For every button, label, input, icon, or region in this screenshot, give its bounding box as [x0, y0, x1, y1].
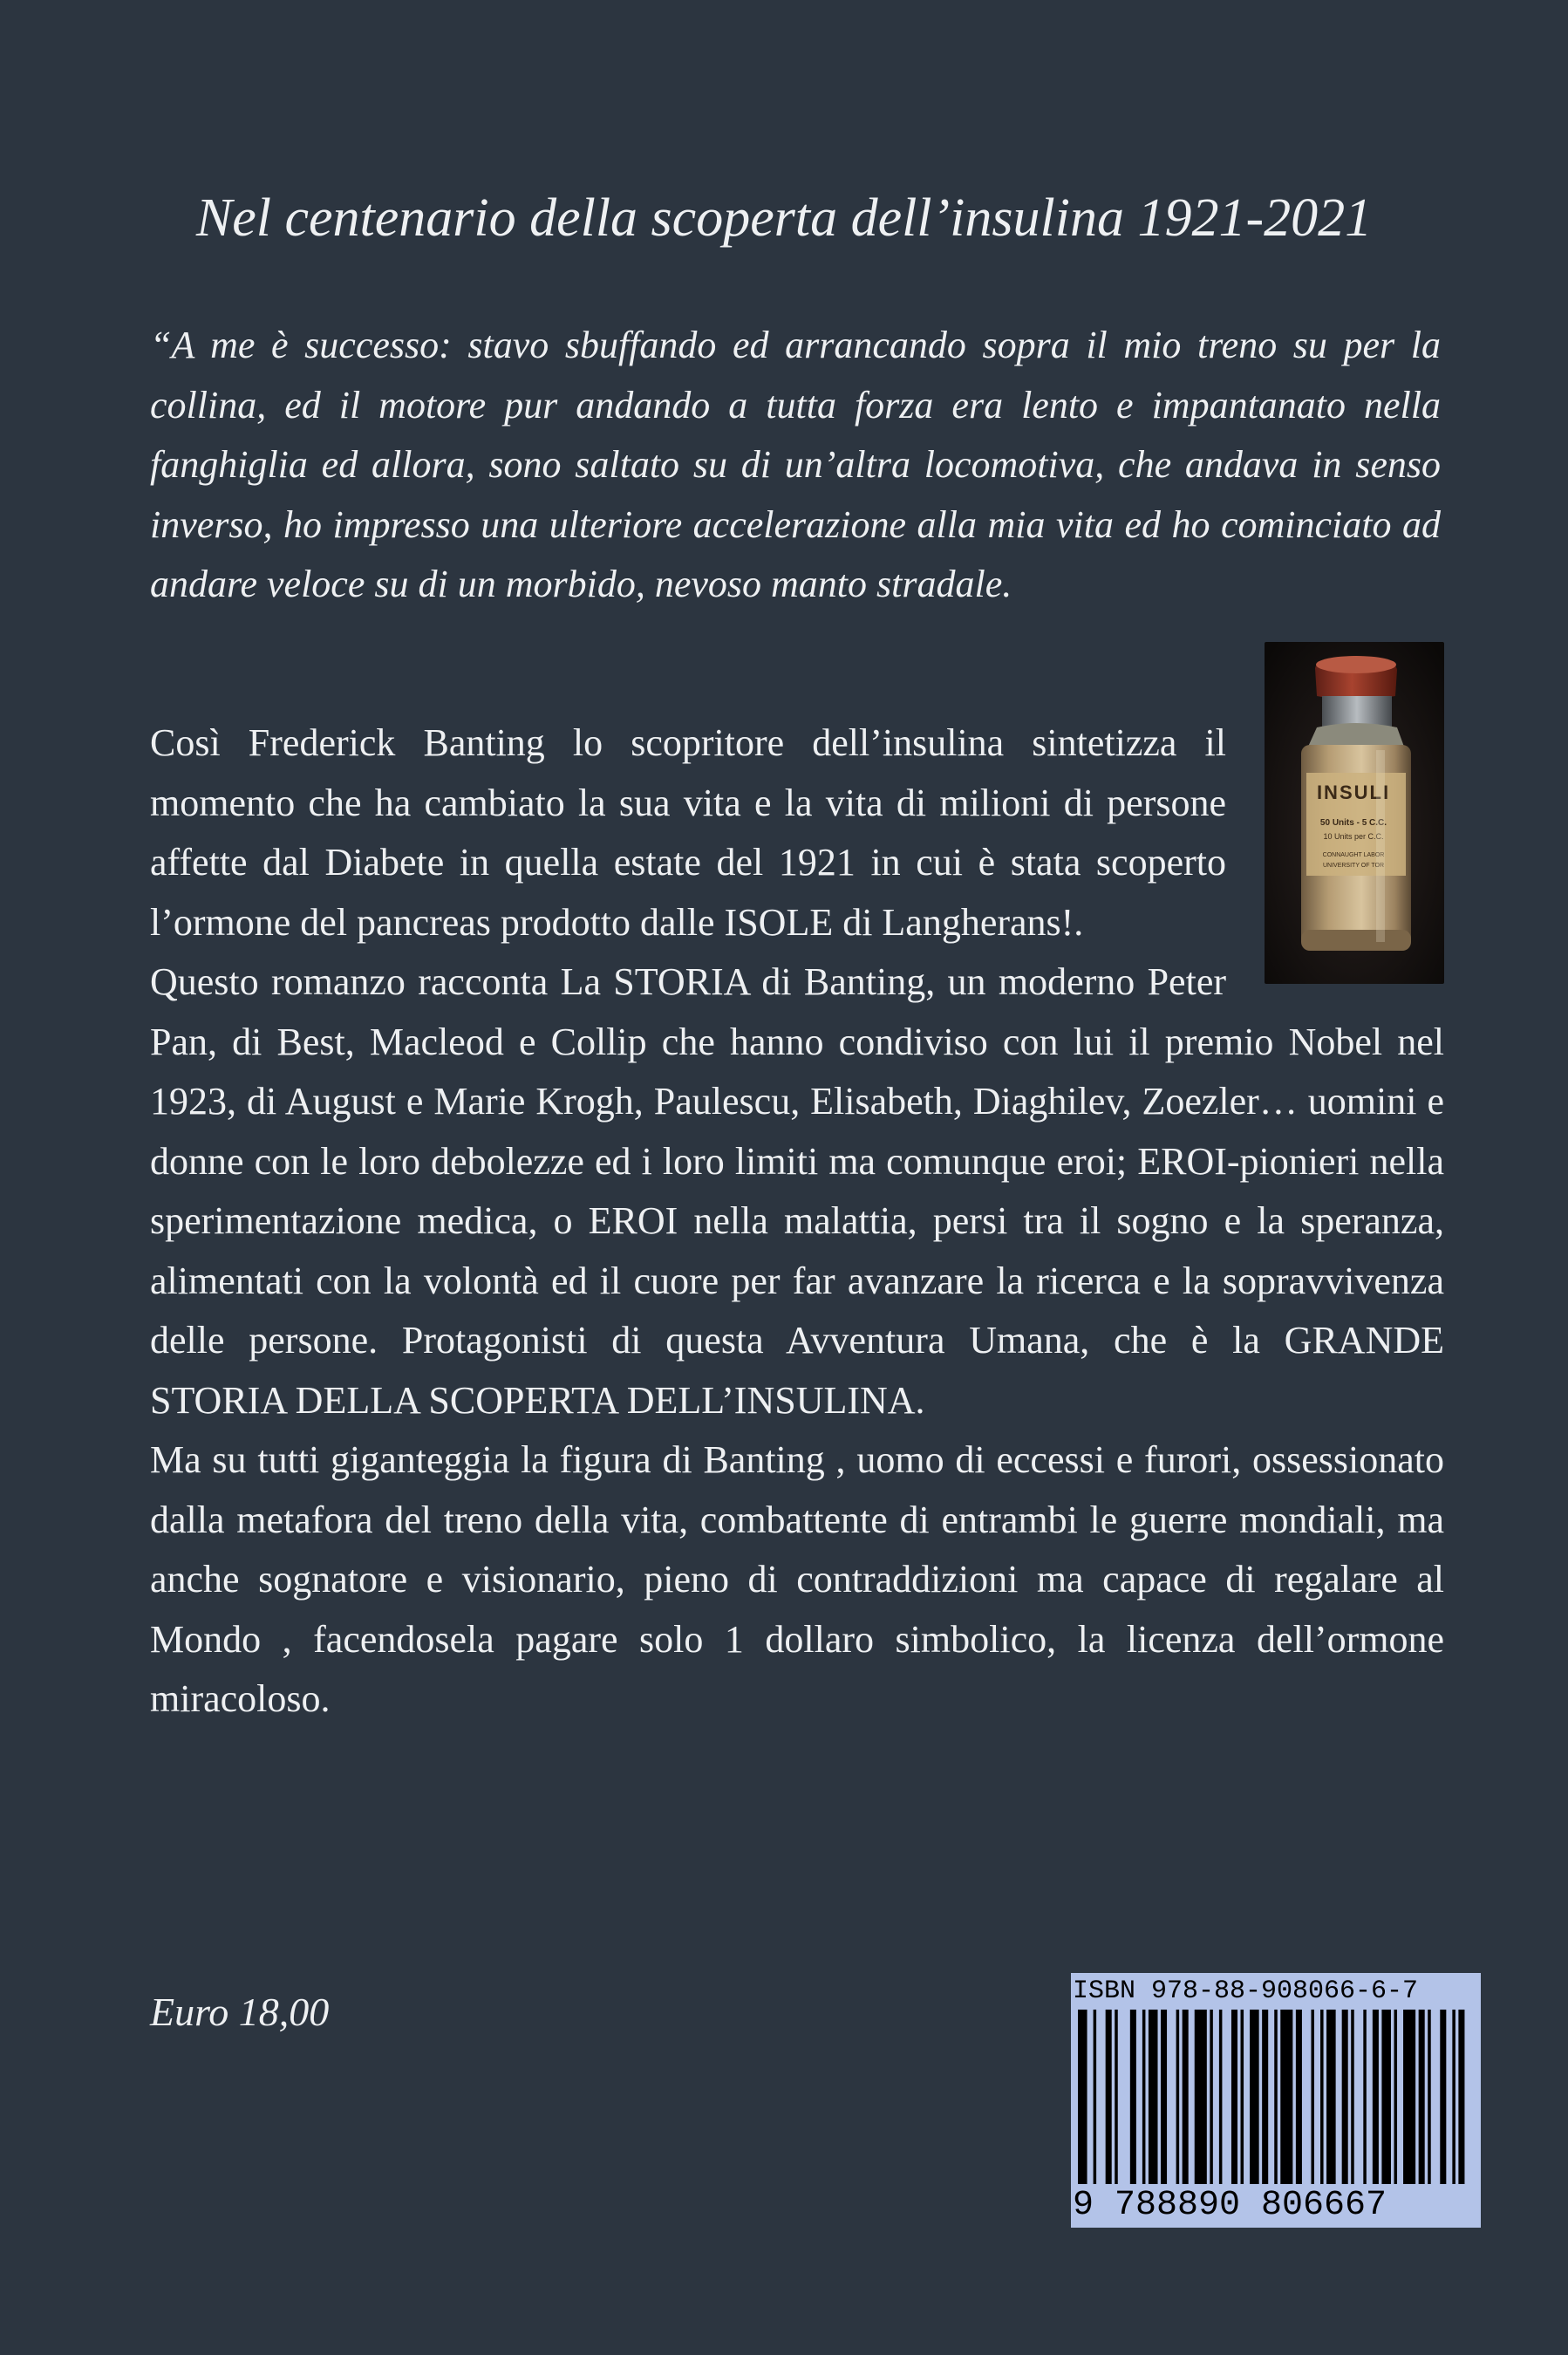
isbn-text: ISBN 978-88-908066-6-7	[1073, 1976, 1419, 2006]
blurb-body	[150, 713, 1444, 1730]
insulin-vial-photo	[1265, 642, 1444, 984]
vial-label-line-3: CONNAUGHT LABOR	[1322, 852, 1385, 858]
barcode-bar	[1458, 2010, 1464, 2184]
barcode-bar	[1183, 2010, 1189, 2184]
barcode-bar	[1419, 2010, 1425, 2184]
banting-quote: “A me è successo: stavo sbuffando ed arrancando sopra il mio treno su per la collina, ed il motore pur andando a tutta forza era lento e impantanato nella fanghiglia ed allora, sono saltato su di un’altra locomotiva, che andava in senso inverso, ho impresso una ulteriore accelerazione alla mia vita ed ho cominciato ad andare veloce su di un morbido, nevoso manto stradale.	[150, 324, 1441, 605]
barcode-bar	[1363, 2010, 1367, 2184]
price-label: Euro 18,00	[150, 1990, 330, 2034]
blurb-paragraph-1: Così Frederick Banting lo scopritore dell’insulina sintetizza il momento che ha cambiato la sua vita e la vita di milioni di persone affette dal Diabete in quella estate del 1921 in cui è stata scoperto l’ormone del pancreas prodotto dalle ISOLE di Langherans!.	[150, 721, 1226, 944]
barcode-bars	[1078, 2010, 1474, 2184]
barcode-bar	[1161, 2010, 1167, 2184]
ean-digits: 9 788890 806667	[1073, 2186, 1387, 2225]
barcode-bar	[1274, 2010, 1278, 2184]
barcode-bar	[1130, 2010, 1136, 2184]
barcode-bar	[1296, 2010, 1302, 2184]
barcode-bar	[1428, 2010, 1431, 2184]
barcode-bar	[1394, 2010, 1398, 2184]
barcode-bar	[1231, 2010, 1237, 2184]
vial-label-line-2: 10 Units per C.C.	[1323, 832, 1384, 841]
vial-label-line-4: UNIVERSITY OF TOR	[1322, 863, 1385, 869]
barcode-bar	[1320, 2010, 1324, 2184]
barcode-bar	[1241, 2010, 1244, 2184]
barcode-bar	[1342, 2010, 1348, 2184]
barcode-bar	[1440, 2010, 1446, 2184]
barcode-bar	[1094, 2010, 1097, 2184]
cover-headline: Nel centenario della scoperta dell’insulina 1921-2021	[195, 188, 1373, 248]
barcode-bar	[1219, 2010, 1223, 2184]
barcode-bar	[1176, 2010, 1180, 2184]
barcode-bar	[1351, 2010, 1354, 2184]
barcode-bar	[1326, 2010, 1336, 2184]
barcode-bar	[1195, 2010, 1207, 2184]
barcode-bar	[1210, 2010, 1213, 2184]
barcode-bar	[1250, 2010, 1259, 2184]
barcode-bar	[1149, 2010, 1158, 2184]
barcode-bar	[1381, 2010, 1391, 2184]
barcode-bar	[1280, 2010, 1292, 2184]
vial-label-word: INSULI	[1316, 782, 1391, 803]
blurb-paragraph-3: Ma su tutti giganteggia la figura di Banting , uomo di eccessi e furori, ossessionato dalla metafora del treno della vita, combattente di entrambi le guerre mondiali, ma anche sognatore e visionario, pieno di contraddizioni ma capace di regalare al Mondo , facendosela pagare solo 1 dollaro simbolico, la licenza dell’ormone miracoloso.	[150, 1438, 1444, 1720]
barcode-bar	[1373, 2010, 1379, 2184]
barcode-bar	[1311, 2010, 1314, 2184]
barcode-bar	[1078, 2010, 1087, 2184]
isbn-barcode	[1071, 1973, 1481, 2228]
barcode-bar	[1106, 2010, 1112, 2184]
barcode-bar	[1403, 2010, 1415, 2184]
barcode-bar	[1142, 2010, 1146, 2184]
barcode-bar	[1262, 2010, 1268, 2184]
barcode-bar	[1452, 2010, 1456, 2184]
blurb-paragraph-2: Questo romanzo racconta La STORIA di Banting, un moderno Peter Pan, di Best, Macleod e Collip che hanno condiviso con lui il premio Nobel nel 1923, di August e Marie Krogh, Paulescu, Elisabeth, Diaghilev, Zoezler… uomini e donne con le loro debolezze ed i loro limiti ma comunque eroi; EROI-pionieri nella sperimentazione medica, o EROI nella malattia, persi tra il sogno e la speranza, alimentati con la volontà ed il cuore per far avanzare la ricerca e la sopravvivenza delle persone. Protagonisti di questa Avventura Umana, che è la GRANDE STORIA DELLA SCOPERTA DELL’INSULINA.	[150, 960, 1444, 1422]
vial-label-line-1: 50 Units - 5 C.C.	[1319, 818, 1387, 828]
barcode-bar	[1115, 2010, 1118, 2184]
